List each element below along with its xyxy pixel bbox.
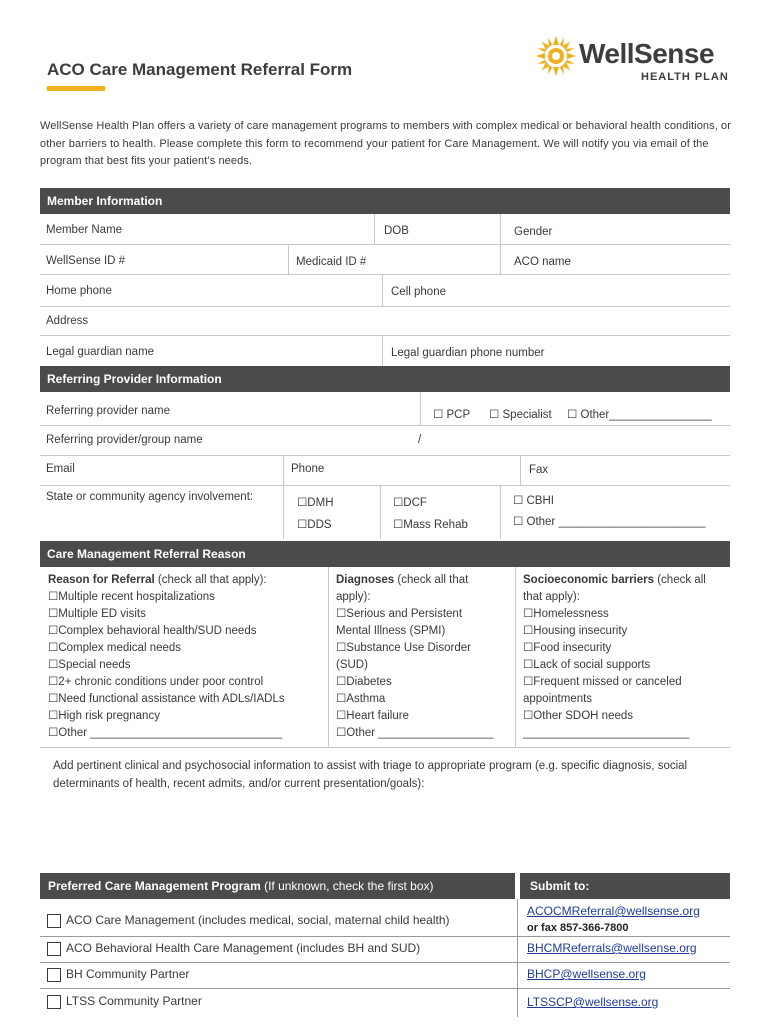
divider bbox=[40, 485, 730, 486]
divider bbox=[40, 425, 730, 426]
dcf-checkbox[interactable]: ☐DCF bbox=[393, 497, 427, 509]
diagnosis-item[interactable]: ☐Substance Use Disorder bbox=[336, 642, 471, 654]
divider bbox=[40, 747, 730, 748]
medicaid-id-field[interactable]: Medicaid ID # bbox=[296, 256, 367, 268]
diagnosis-item[interactable]: ☐Asthma bbox=[336, 693, 386, 705]
preferred-program-header bbox=[40, 873, 515, 899]
member-section-header bbox=[40, 188, 730, 214]
reason-section-header bbox=[40, 541, 730, 567]
mass-rehab-checkbox[interactable]: ☐Mass Rehab bbox=[393, 519, 468, 531]
diagnosis-item: apply): bbox=[336, 591, 371, 603]
reason-item[interactable]: ☐Special needs bbox=[48, 659, 131, 671]
cell-phone-field[interactable]: Cell phone bbox=[391, 286, 446, 298]
specialist-checkbox[interactable]: ☐ Specialist bbox=[489, 409, 552, 421]
dob-field[interactable]: DOB bbox=[384, 225, 409, 237]
divider bbox=[382, 335, 383, 366]
pcp-checkbox[interactable]: ☐ PCP bbox=[433, 409, 471, 421]
member-section-title: Member Information bbox=[47, 194, 163, 208]
divider bbox=[40, 306, 730, 307]
reason-item[interactable]: ☐Need functional assistance with ADLs/IADLs bbox=[48, 693, 285, 705]
aco-cm-checkbox[interactable] bbox=[47, 914, 61, 928]
diagnoses-title: Diagnoses bbox=[336, 574, 395, 586]
wellsense-logo bbox=[536, 36, 736, 88]
form-title: ACO Care Management Referral Form bbox=[47, 60, 353, 79]
bh-cp-checkbox[interactable] bbox=[47, 968, 61, 982]
submit-to-title: Submit to: bbox=[530, 879, 590, 893]
intro-paragraph: WellSense Health Plan offers a variety of care management programs to members with complex medical or behavioral health conditions, or other barriers to health. Please complete this form to recommend your patient for Care Management. We will notify you via email of the program that best fits your patient’s needs. bbox=[40, 120, 732, 167]
reason-item[interactable]: ☐High risk pregnancy bbox=[48, 710, 160, 722]
preferred-program-title: Preferred Care Management Program bbox=[48, 879, 261, 893]
aco-cm-email-link[interactable]: ACOCMReferral@wellsense.org bbox=[527, 904, 700, 918]
referral-reasons-title: Reason for Referral bbox=[48, 574, 155, 586]
divider bbox=[283, 455, 284, 485]
logo-wordmark: WellSense bbox=[579, 38, 715, 69]
group-separator: / bbox=[418, 434, 422, 446]
title-accent-bar bbox=[47, 86, 105, 91]
socioeconomic-column bbox=[523, 572, 728, 742]
barrier-item[interactable]: ☐Housing insecurity bbox=[523, 625, 628, 637]
clinical-info-prompt[interactable]: Add pertinent clinical and psychosocial information to assist with triage to appropriate program (e.g. specific diagnosis, social determinants of health, recent admits, and/or current presentation/goals): bbox=[53, 760, 688, 790]
provider-section-title: Referring Provider Information bbox=[47, 372, 222, 386]
diagnosis-item[interactable]: ☐Serious and Persistent bbox=[336, 608, 463, 620]
reason-item[interactable]: ☐Complex behavioral health/SUD needs bbox=[48, 625, 257, 637]
divider bbox=[288, 244, 289, 274]
home-phone-field[interactable]: Home phone bbox=[46, 285, 112, 297]
submit-to-header bbox=[520, 873, 730, 899]
divider bbox=[515, 567, 516, 747]
divider bbox=[40, 244, 730, 245]
barrier-item[interactable]: ☐Lack of social supports bbox=[523, 659, 651, 671]
reason-section-title: Care Management Referral Reason bbox=[47, 547, 246, 561]
provider-group-field[interactable]: Referring provider/group name bbox=[46, 434, 203, 446]
divider bbox=[382, 274, 383, 306]
cbhi-checkbox[interactable]: ☐ CBHI bbox=[513, 495, 554, 507]
address-field[interactable]: Address bbox=[46, 315, 89, 327]
reason-item[interactable]: ☐2+ chronic conditions under poor control bbox=[48, 676, 264, 688]
phone-field[interactable]: Phone bbox=[291, 463, 325, 475]
aco-bh-label: ACO Behavioral Health Care Management (includes BH and SUD) bbox=[66, 941, 421, 955]
divider bbox=[40, 335, 730, 336]
diagnosis-item[interactable]: ☐Heart failure bbox=[336, 710, 409, 722]
barrier-item: appointments bbox=[523, 693, 593, 705]
preferred-program-hint: (If unknown, check the first box) bbox=[260, 879, 434, 893]
ltss-cp-label: LTSS Community Partner bbox=[66, 994, 202, 1008]
provider-name-field[interactable]: Referring provider name bbox=[46, 405, 171, 417]
divider bbox=[328, 567, 329, 747]
divider bbox=[283, 485, 284, 539]
divider bbox=[40, 936, 730, 937]
diagnosis-item[interactable]: ☐Diabetes bbox=[336, 676, 392, 688]
reason-item[interactable]: ☐Multiple recent hospitalizations bbox=[48, 591, 215, 603]
divider bbox=[500, 485, 501, 539]
fax-field[interactable]: Fax bbox=[529, 464, 549, 476]
bh-cp-label: BH Community Partner bbox=[66, 967, 190, 981]
barrier-item: that apply): bbox=[523, 591, 580, 603]
reason-item[interactable]: ☐Complex medical needs bbox=[48, 642, 182, 654]
other-provider-checkbox[interactable]: ☐ Other________________ bbox=[567, 409, 712, 421]
dds-checkbox[interactable]: ☐DDS bbox=[297, 519, 332, 531]
socioeconomic-hint: (check all bbox=[654, 574, 706, 586]
wellsense-id-field[interactable]: WellSense ID # bbox=[46, 255, 126, 267]
agency-other-checkbox[interactable]: ☐ Other _______________________ bbox=[513, 516, 706, 528]
guardian-phone-field[interactable]: Legal guardian phone number bbox=[391, 347, 545, 359]
divider bbox=[374, 214, 375, 244]
divider bbox=[40, 988, 730, 989]
barrier-item[interactable]: ☐Food insecurity bbox=[523, 642, 612, 654]
diagnoses-column bbox=[336, 572, 516, 742]
aco-bh-email-link[interactable]: BHCMReferrals@wellsense.org bbox=[527, 941, 697, 955]
divider bbox=[520, 455, 521, 485]
aco-cm-label: ACO Care Management (includes medical, social, maternal child health) bbox=[66, 913, 450, 927]
barrier-item[interactable]: ☐Other SDOH needs bbox=[523, 710, 634, 722]
diagnosis-item[interactable]: ☐Other __________________ bbox=[336, 727, 494, 739]
reason-item[interactable]: ☐Other ______________________________ bbox=[48, 727, 283, 739]
divider bbox=[420, 392, 421, 425]
email-field[interactable]: Email bbox=[46, 463, 75, 475]
diagnoses-hint: (check all that bbox=[394, 574, 469, 586]
barrier-item[interactable]: ☐Homelessness bbox=[523, 608, 609, 620]
provider-section-header bbox=[40, 366, 730, 392]
aco-name-field[interactable]: ACO name bbox=[514, 256, 571, 268]
dmh-checkbox[interactable]: ☐DMH bbox=[297, 497, 334, 509]
divider bbox=[380, 485, 381, 539]
agency-involvement-label: State or community agency involvement: bbox=[46, 491, 254, 503]
divider bbox=[40, 962, 730, 963]
ltss-cp-checkbox[interactable] bbox=[47, 995, 61, 1009]
divider bbox=[517, 899, 518, 1017]
member-name-field[interactable]: Member Name bbox=[46, 224, 123, 236]
sun-logo-icon bbox=[536, 36, 576, 76]
gender-field[interactable]: Gender bbox=[514, 226, 553, 238]
reason-item[interactable]: ☐Multiple ED visits bbox=[48, 608, 146, 620]
ltss-cp-email-link[interactable]: LTSSCP@wellsense.org bbox=[527, 995, 659, 1009]
barrier-item[interactable]: __________________________ bbox=[523, 727, 690, 739]
barrier-item[interactable]: ☐Frequent missed or canceled bbox=[523, 676, 682, 688]
referral-reasons-hint: (check all that apply): bbox=[154, 574, 267, 586]
referral-reasons-column bbox=[48, 572, 328, 742]
diagnosis-item: Mental Illness (SPMI) bbox=[336, 625, 446, 637]
socioeconomic-title: Socioeconomic barriers bbox=[523, 574, 655, 586]
aco-bh-checkbox[interactable] bbox=[47, 942, 61, 956]
logo-subtitle: HEALTH PLAN bbox=[641, 71, 729, 83]
divider bbox=[40, 274, 730, 275]
bh-cp-email-link[interactable]: BHCP@wellsense.org bbox=[527, 967, 646, 981]
fax-number: or fax 857-366-7800 bbox=[527, 922, 629, 934]
guardian-name-field[interactable]: Legal guardian name bbox=[46, 346, 155, 358]
divider bbox=[40, 455, 730, 456]
diagnosis-item: (SUD) bbox=[336, 659, 368, 671]
